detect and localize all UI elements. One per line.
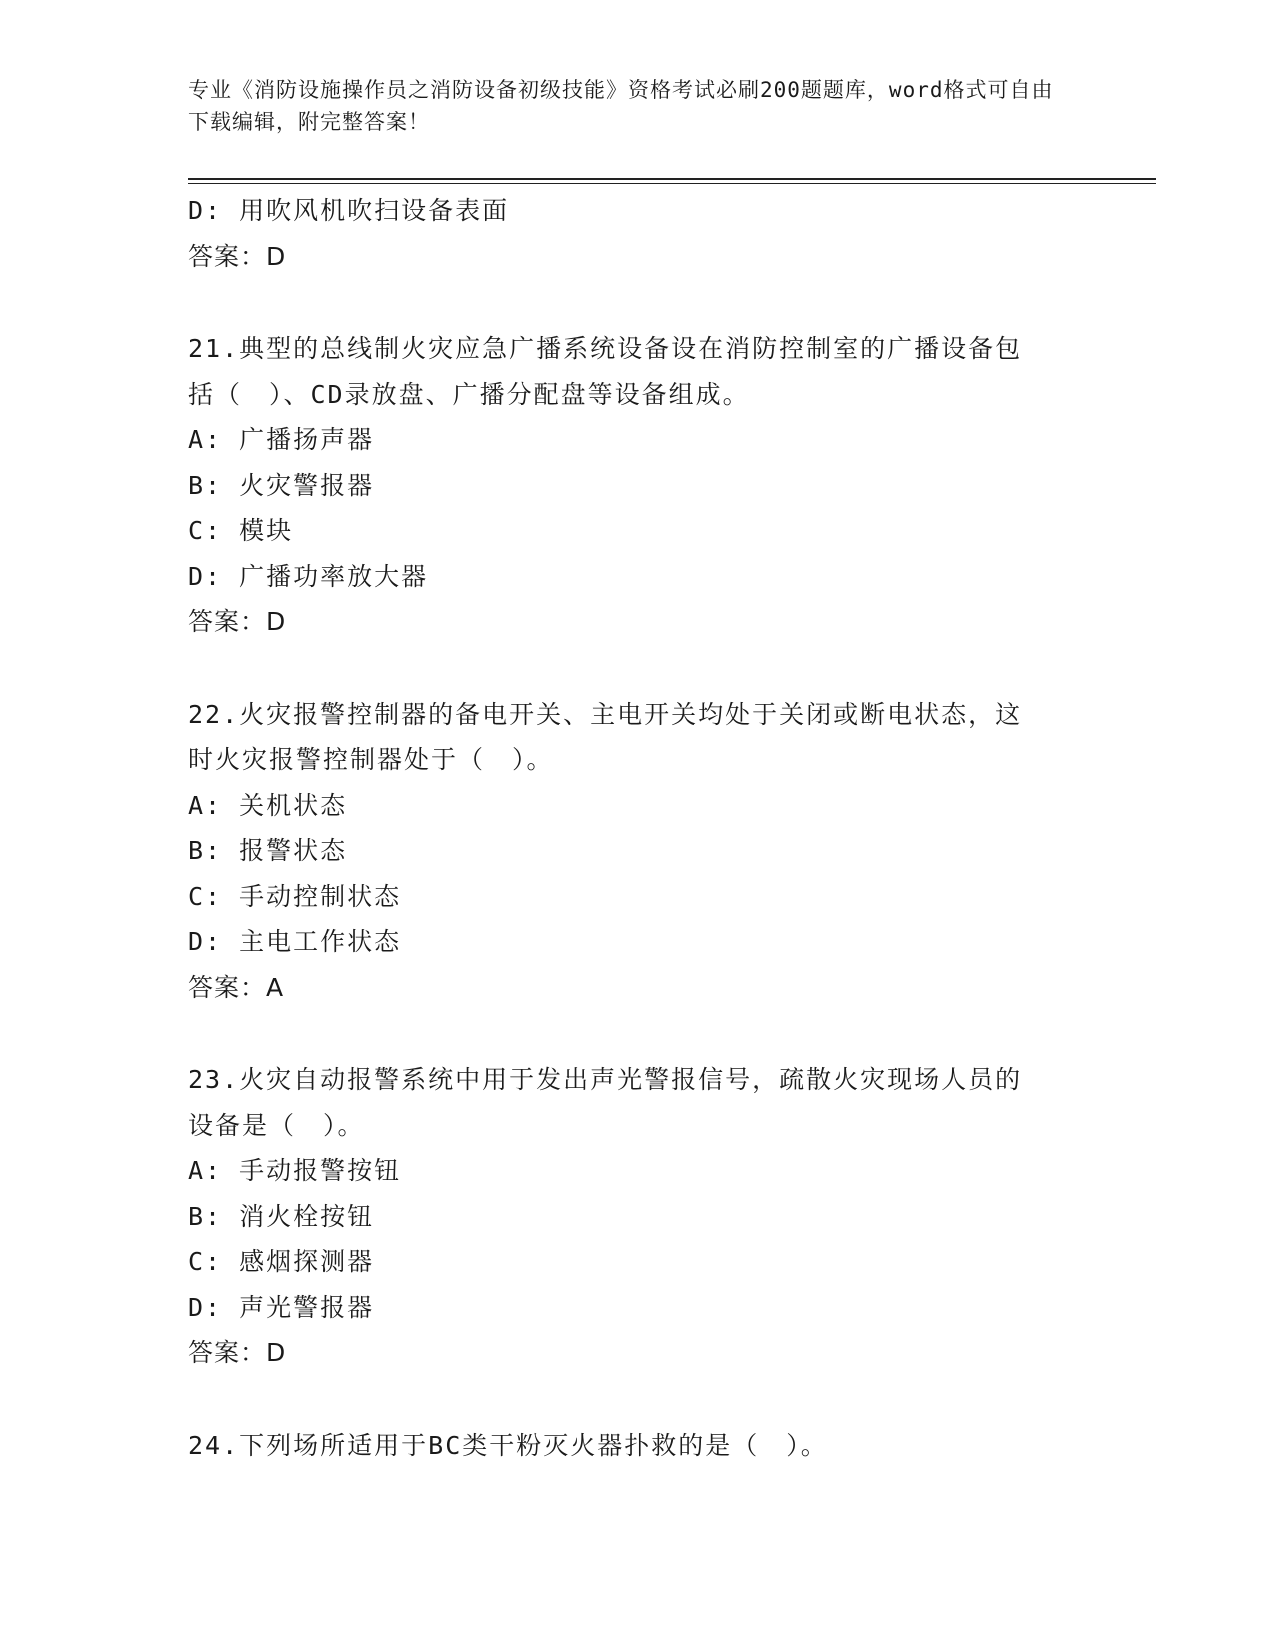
question-22-option-d: D: 主电工作状态	[188, 927, 402, 956]
question-23-text-line2: 设备是（ ）。	[188, 1110, 365, 1140]
question-23-text-line1: 23.火灾自动报警系统中用于发出声光警报信号，疏散火灾现场人员的	[188, 1065, 1023, 1094]
question-22-option-b: B: 报警状态	[188, 836, 348, 865]
question-22-text-line2: 时火灾报警控制器处于（ ）。	[188, 745, 554, 774]
document-body	[188, 188, 1088, 1468]
question-21-option-a: A: 广播扬声器	[188, 425, 375, 454]
question-23-option-b: B: 消火栓按钮	[188, 1201, 375, 1231]
question-23-option-a: A: 手动报警按钮	[188, 1156, 402, 1185]
question-23-option-c: C: 感烟探测器	[188, 1247, 375, 1276]
page-header: 专业《消防设施操作员之消防设备初级技能》资格考试必刷200题题库，word格式可自由下载编辑，附完整答案！	[188, 78, 1054, 134]
question-22-answer: 答案：A	[188, 972, 285, 1002]
question-21-text-line1: 21.典型的总线制火灾应急广播系统设备设在消防控制室的广播设备包	[188, 334, 1023, 363]
question-24-text-line1: 24.下列场所适用于BC类干粉灭火器扑救的是（ ）。	[188, 1430, 828, 1460]
question-21-option-d: D: 广播功率放大器	[188, 561, 429, 591]
question-21-option-c: C: 模块	[188, 516, 294, 545]
question-21-answer: 答案：D	[188, 607, 287, 636]
question-22-option-c: C: 手动控制状态	[188, 881, 402, 911]
question-21-text-line2: 括（ ）、CD录放盘、广播分配盘等设备组成。	[188, 379, 750, 409]
question-22-option-a: A: 关机状态	[188, 790, 348, 820]
option-d: D: 用吹风机吹扫设备表面	[188, 196, 510, 225]
header-rule-thin	[188, 183, 1156, 184]
answer-line: 答案：D	[188, 241, 287, 271]
question-23-answer: 答案：D	[188, 1338, 287, 1367]
question-22-text-line1: 22.火灾报警控制器的备电开关、主电开关均处于关闭或断电状态，这	[188, 699, 1023, 729]
question-23-option-d: D: 声光警报器	[188, 1292, 375, 1322]
header-rule-thick	[188, 178, 1156, 180]
question-21-option-b: B: 火灾警报器	[188, 470, 375, 500]
